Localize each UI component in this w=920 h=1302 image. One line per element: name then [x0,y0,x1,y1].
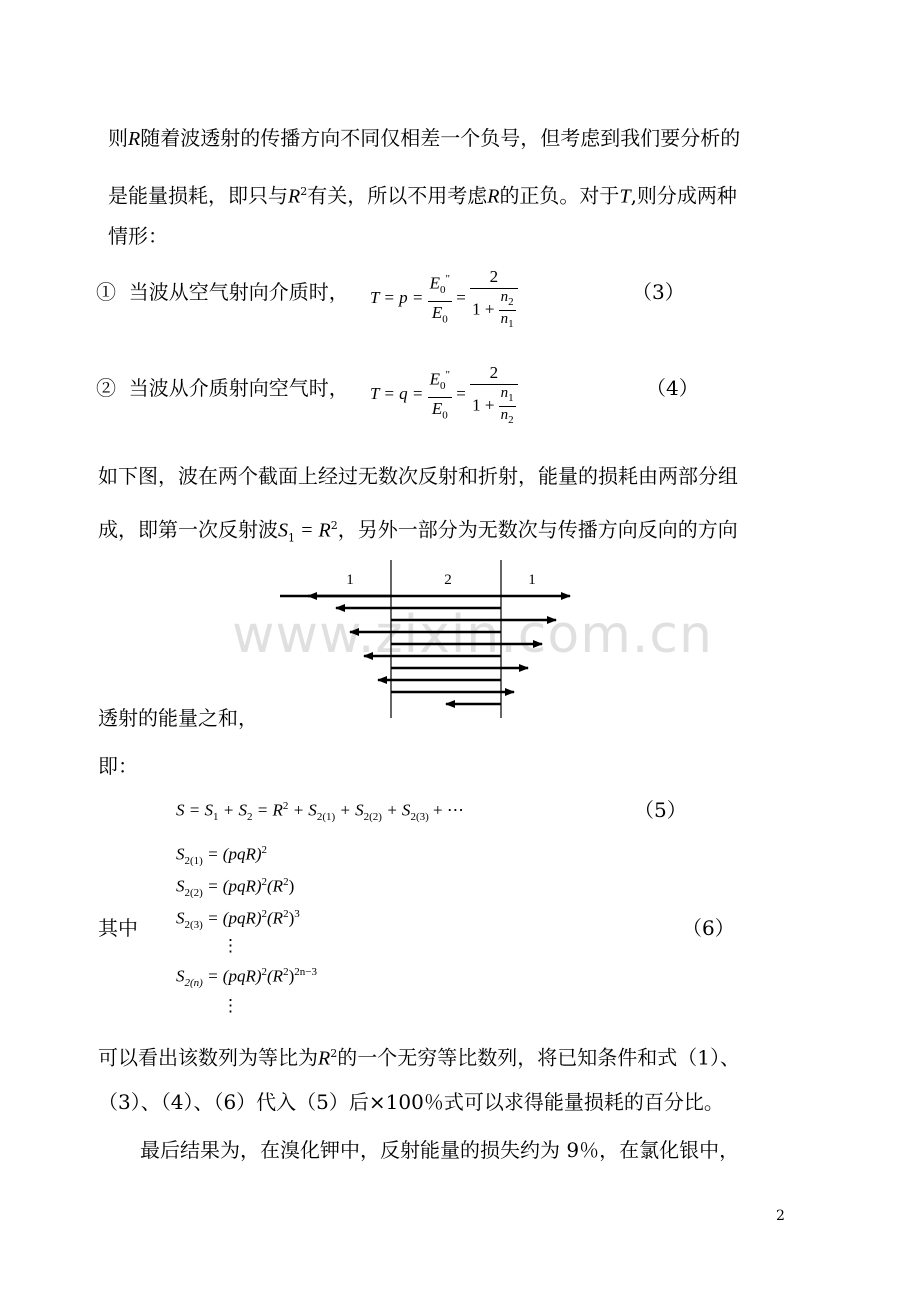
page-number: 2 [776,1208,785,1224]
equation-6-row-1: $S_{2(1)} = (pqR)^2$ [176,844,268,868]
equation-number-4: （4） [646,376,699,400]
case-2-text: ② 当波从介质射向空气时， [96,376,349,400]
region-label-left: 1 [346,572,354,588]
vertical-dots-1: ⋮ [222,936,239,955]
equation-6-label: 其中 [98,916,138,940]
paragraph-1-line-2: 是能量损耗，即只与$R^2$有关，所以不用考虑R的正负。对于T,则分成两种 [108,183,737,208]
equation-6-row-n: $S_{2(n)} = (pqR)^2(R^2)^{2n-3}$ [176,966,317,990]
case-2-marker: ② [96,376,116,400]
equation-number-3: （3） [632,280,685,304]
case-1-formula: T = p = $\frac{E_0^"}{E_0}$ = 2 1 + $\frac{n_2}{n_1}$ [370,266,518,332]
paragraph-2-line-4: 即： [98,754,138,778]
region-label-middle: 2 [444,572,452,588]
paragraph-3-line-3: 最后结果为，在溴化钾中，反射能量的损失约为 9％，在氯化银中， [140,1138,740,1162]
case-1-text: ① 当波从空气射向介质时， [96,280,349,304]
paragraph-3-line-1: 可以看出该数列为等比为$R^2$的一个无穷等比数列，将已知条件和式（1）、 [98,1045,740,1070]
case-1-marker: ① [96,280,116,304]
equation-6-row-3: $S_{2(3)} = (pqR)^2(R^2)^3$ [176,908,300,932]
watermark: www.zixin.com.cn [232,605,713,665]
paragraph-3-line-2: （3）、（4）、（6）代入（5）后×100％式可以求得能量损耗的百分比。 [98,1090,724,1114]
paragraph-2-line-3: 透射的能量之和， [98,706,258,730]
equation-number-6: （6） [682,916,735,940]
equation-6-row-2: $S_{2(2)} = (pqR)^2(R^2)$ [176,876,295,900]
equation-number-5: （5） [634,798,687,822]
paragraph-2-line-1: 如下图，波在两个截面上经过无数次反射和折射，能量的损耗由两部分组 [98,464,738,488]
equation-5: $S = S_1 + S_2 = R^2 + S_{2(1)} + S_{2(2)} + S_{2(3)}$ + ⋯ [176,800,464,824]
paragraph-1-line-3: 情形： [108,224,168,248]
vertical-dots-2: ⋮ [222,996,239,1015]
paragraph-2-line-2: 成，即第一次反射波$S_1 = R^2$，另外一部分为无数次与传播方向反向的方向 [98,517,738,545]
region-label-right: 1 [528,572,536,588]
case-2-formula: T = q = $\frac{E_0^"}{E_0}$ = 2 1 + $\frac{n_1}{n_2}$ [370,362,518,428]
paragraph-1-line-1: 则R随着波透射的传播方向不同仅相差一个负号，但考虑到我们要分析的 [108,126,741,150]
